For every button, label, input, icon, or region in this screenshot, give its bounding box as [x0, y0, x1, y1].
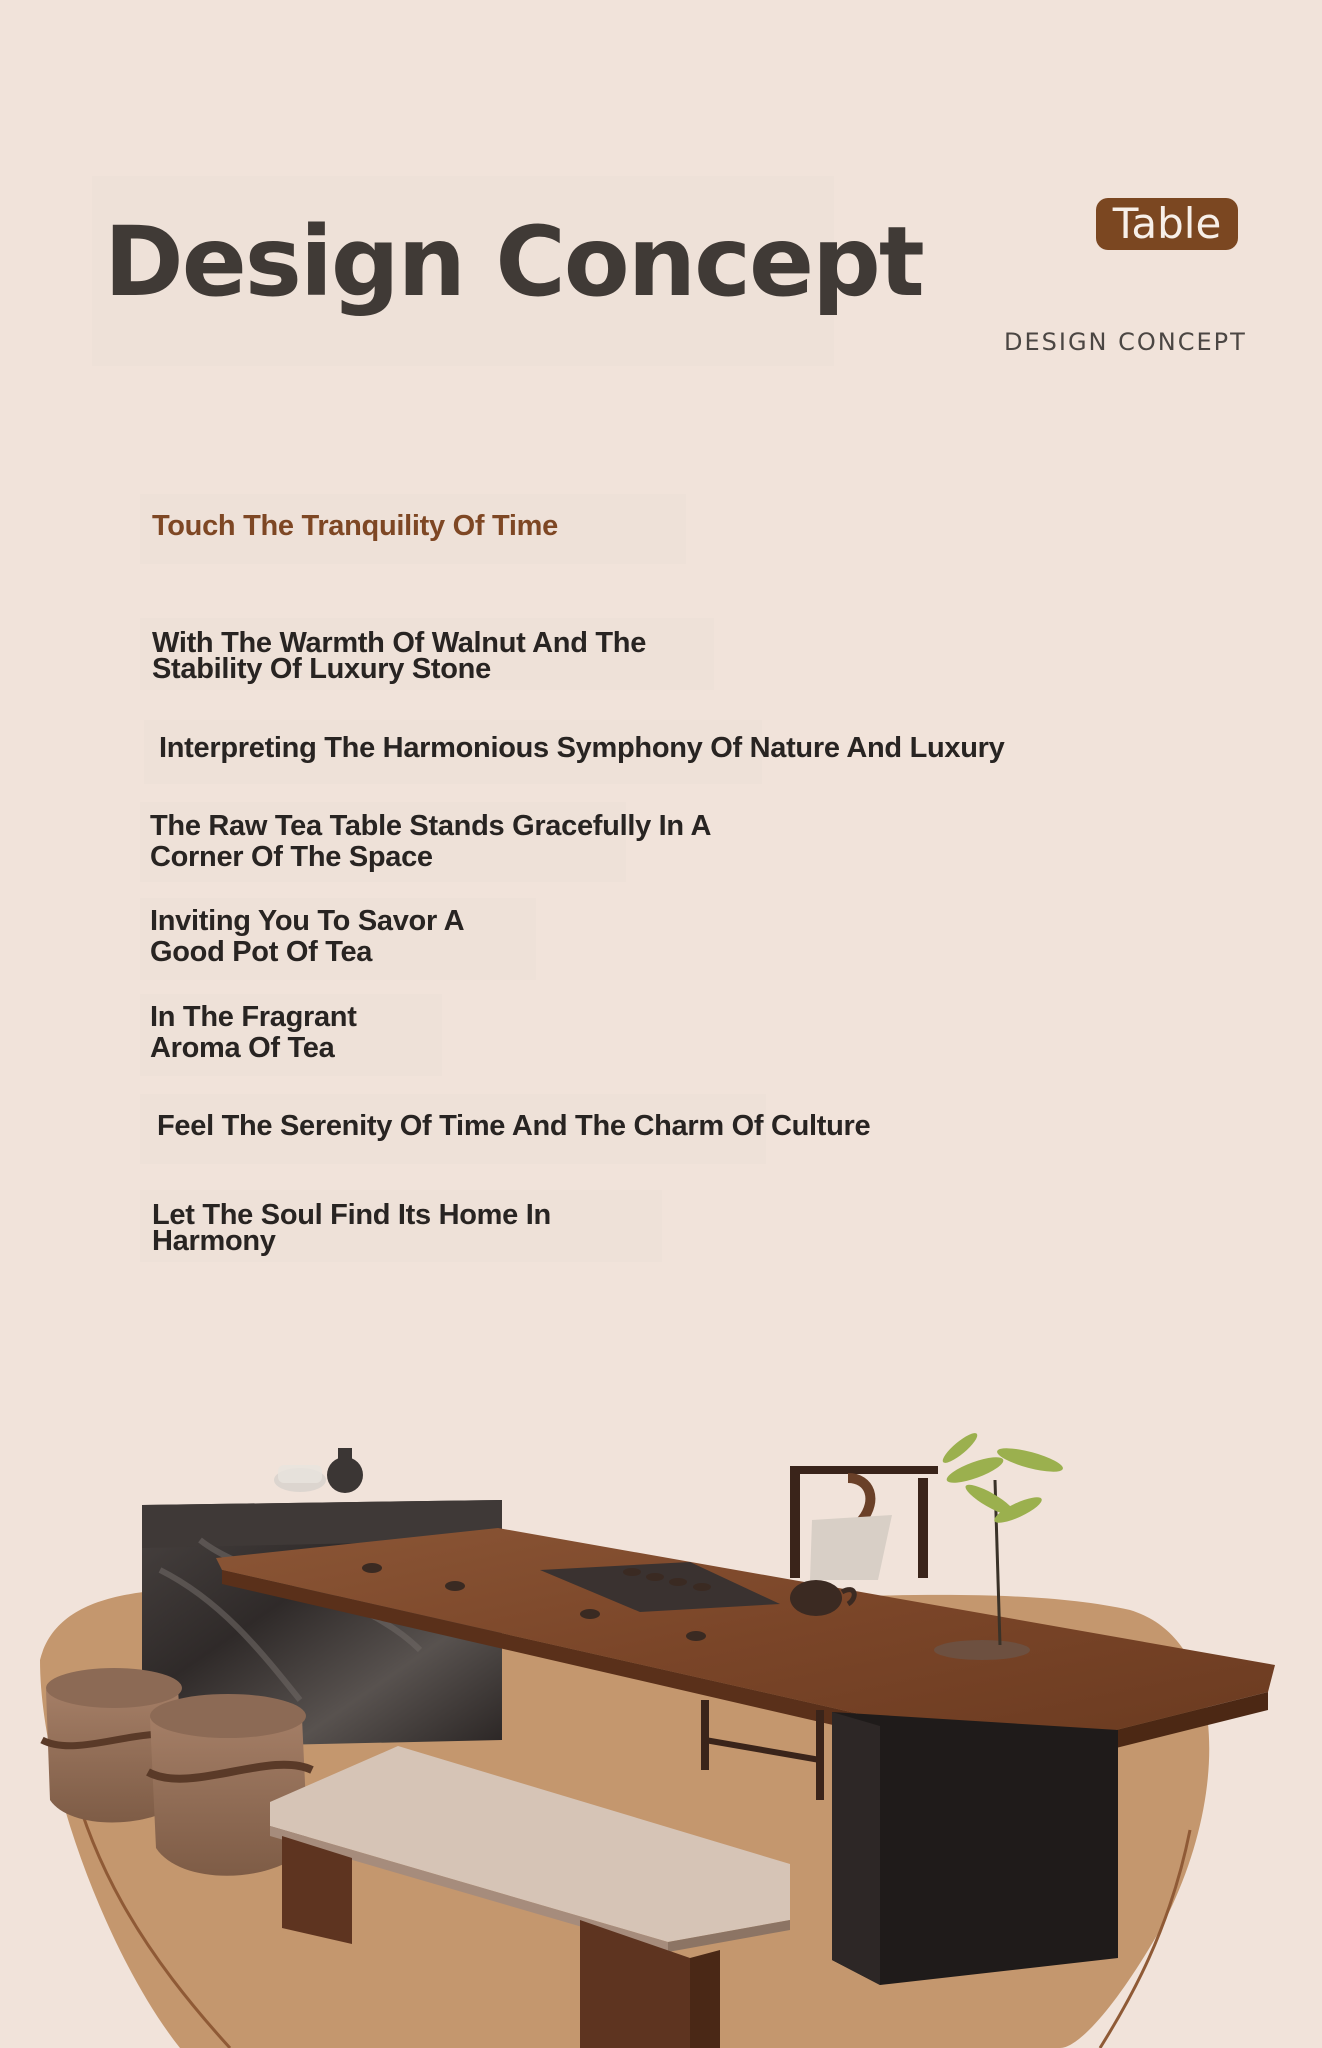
phrase-1 [152, 511, 558, 542]
phrase-line: Stability Of Luxury Stone [152, 653, 491, 686]
phrase-line: In The Fragrant [150, 1001, 357, 1033]
category-badge: Table [1096, 198, 1238, 250]
phrase-8 [152, 1199, 551, 1258]
phrase-4 [150, 811, 711, 874]
phrase-line: Interpreting The Harmonious Symphony Of Nature And Luxury [159, 732, 1005, 764]
phrase-6 [150, 1002, 357, 1065]
phrase-5 [150, 906, 464, 969]
phrase-3 [159, 733, 1004, 764]
phrase-line: Touch The Tranquility Of Time [152, 510, 558, 542]
phrase-line: Good Pot Of Tea [150, 936, 373, 969]
phrase-line: Aroma Of Tea [150, 1032, 335, 1065]
phrase-line: Harmony [152, 1225, 276, 1258]
phrase-2 [152, 627, 647, 686]
phrase-line: The Raw Tea Table Stands Gracefully In A [150, 810, 712, 842]
phrase-line: Corner Of The Space [150, 841, 433, 874]
page-title: Design Concept [104, 206, 923, 318]
tea-table-scene-icon [0, 1390, 1322, 2048]
phrase-7 [157, 1111, 870, 1142]
phrase-line: Inviting You To Savor A [150, 905, 465, 937]
phrase-line: With The Warmth Of Walnut And The [152, 627, 647, 659]
page-subtitle: DESIGN CONCEPT [1004, 328, 1247, 356]
phrase-line: Let The Soul Find Its Home In [152, 1199, 551, 1231]
phrase-line: Feel The Serenity Of Time And The Charm Of Culture [157, 1110, 871, 1142]
